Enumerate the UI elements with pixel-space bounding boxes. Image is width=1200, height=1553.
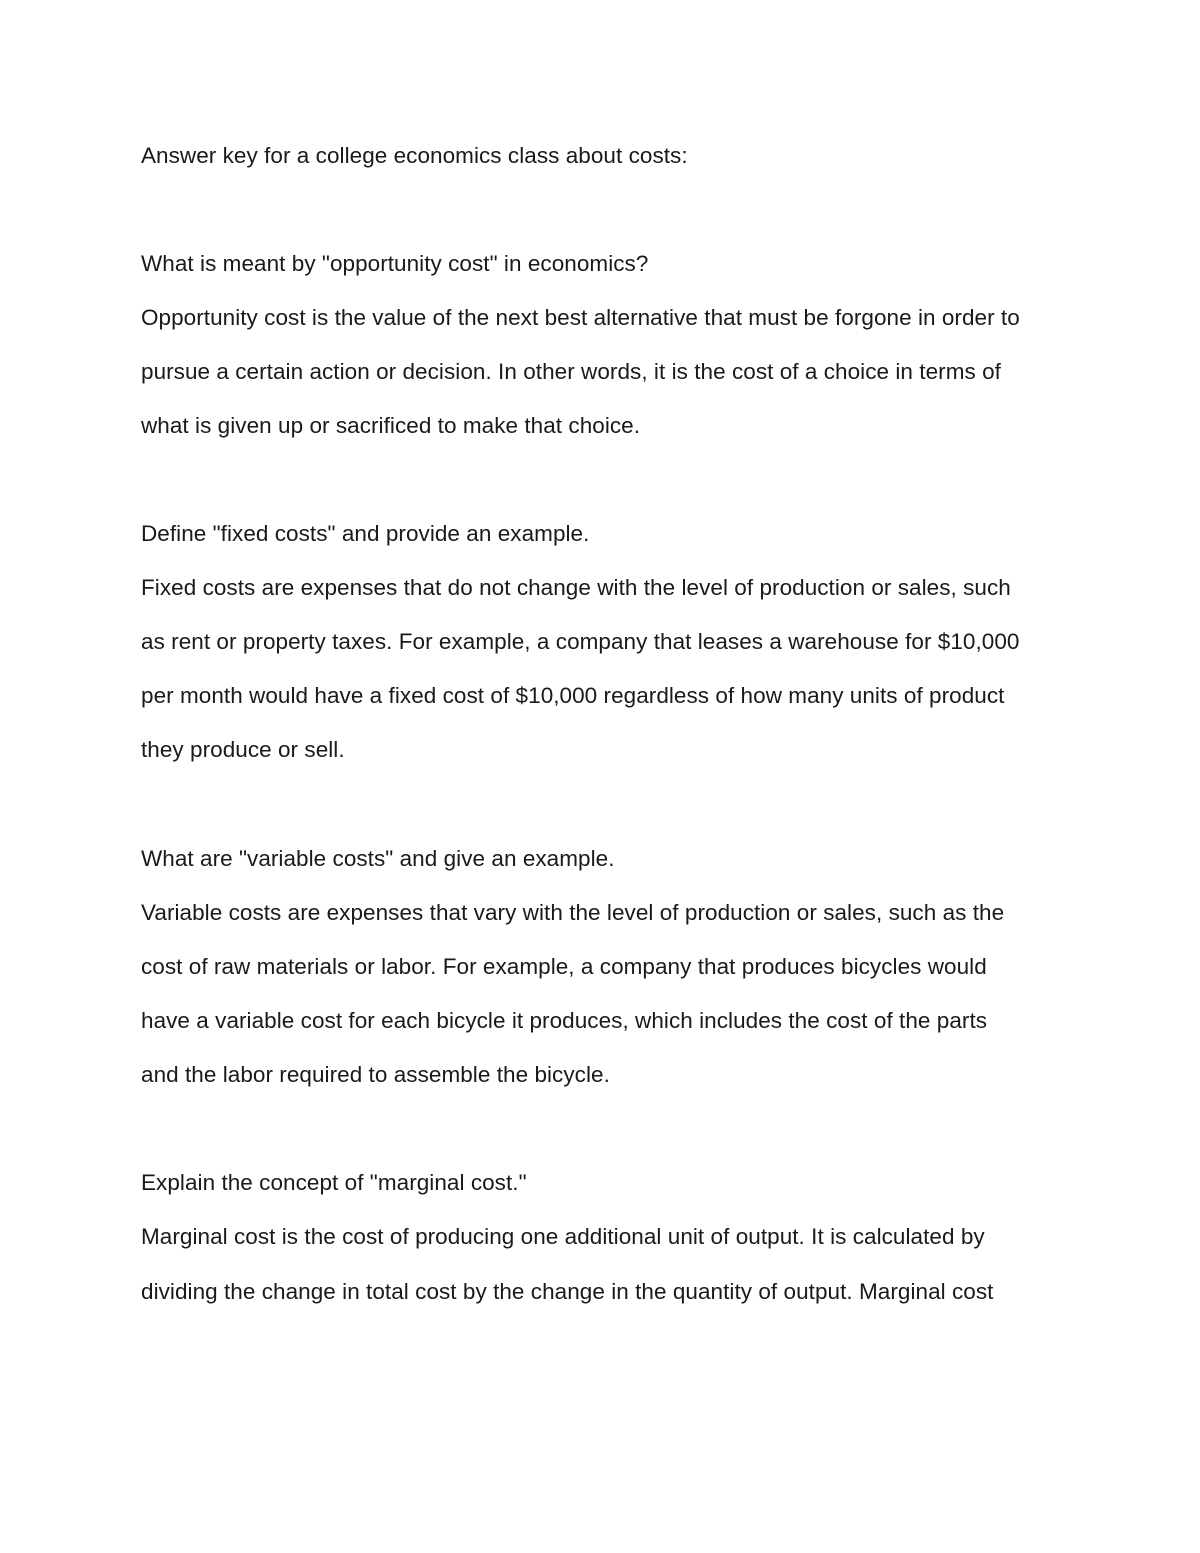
question-marginal-cost: Explain the concept of "marginal cost." bbox=[141, 1170, 527, 1195]
answer-line: what is given up or sacrificed to make that choice. bbox=[141, 413, 641, 438]
question-opportunity-cost: What is meant by "opportunity cost" in economics? bbox=[141, 251, 649, 276]
answer-line: and the labor required to assemble the bicycle. bbox=[141, 1062, 610, 1087]
document-intro: Answer key for a college economics class about costs: bbox=[141, 143, 688, 168]
answer-line: dividing the change in total cost by the change in the quantity of output. Marginal cost bbox=[141, 1279, 994, 1304]
answer-line: they produce or sell. bbox=[141, 737, 345, 762]
question-fixed-costs: Define "fixed costs" and provide an example. bbox=[141, 521, 590, 546]
answer-line: Variable costs are expenses that vary with the level of production or sales, such as the bbox=[141, 900, 1005, 925]
answer-line: pursue a certain action or decision. In other words, it is the cost of a choice in terms of bbox=[141, 359, 1001, 384]
question-variable-costs: What are "variable costs" and give an example. bbox=[141, 846, 615, 871]
answer-line: per month would have a fixed cost of $10,000 regardless of how many units of product bbox=[141, 683, 1005, 708]
answer-line: Fixed costs are expenses that do not change with the level of production or sales, such bbox=[141, 575, 1011, 600]
answer-line: Opportunity cost is the value of the next best alternative that must be forgone in order to bbox=[141, 305, 1020, 330]
answer-line: Marginal cost is the cost of producing one additional unit of output. It is calculated by bbox=[141, 1224, 985, 1249]
answer-line: have a variable cost for each bicycle it produces, which includes the cost of the parts bbox=[141, 1008, 988, 1033]
answer-line: as rent or property taxes. For example, a company that leases a warehouse for $10,000 bbox=[141, 629, 1020, 654]
answer-line: cost of raw materials or labor. For example, a company that produces bicycles would bbox=[141, 954, 987, 979]
